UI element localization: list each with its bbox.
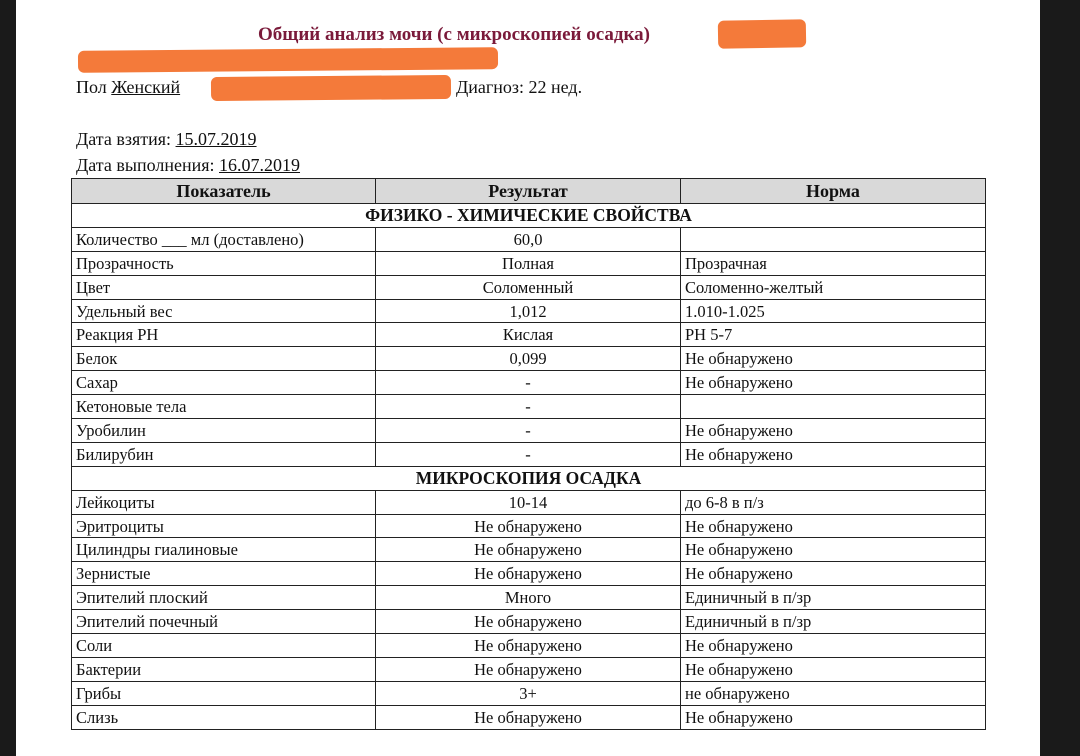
header-result: Результат xyxy=(376,179,681,204)
norm-cell: PH 5-7 xyxy=(681,323,986,347)
result-cell: Полная xyxy=(376,251,681,275)
indicator-cell: Цилиндры гиалиновые xyxy=(72,538,376,562)
results-table xyxy=(71,178,986,730)
section-row-microscopy xyxy=(72,466,986,490)
result-cell: Не обнаружено xyxy=(376,538,681,562)
table-row xyxy=(72,514,986,538)
result-cell: 10-14 xyxy=(376,490,681,514)
date-done xyxy=(76,155,300,176)
diagnosis-label: Диагноз: xyxy=(456,77,525,97)
norm-cell xyxy=(681,227,986,251)
indicator-cell: Билирубин xyxy=(72,442,376,466)
indicator-cell: Кетоновые тела xyxy=(72,395,376,419)
date-taken xyxy=(76,129,257,150)
table-row xyxy=(72,347,986,371)
document-page xyxy=(16,0,1040,756)
result-cell: 3+ xyxy=(376,681,681,705)
result-cell: 60,0 xyxy=(376,227,681,251)
table-row xyxy=(72,442,986,466)
norm-cell: Не обнаружено xyxy=(681,562,986,586)
section-title: ФИЗИКО - ХИМИЧЕСКИЕ СВОЙСТВА xyxy=(72,204,986,228)
header-norm: Норма xyxy=(681,179,986,204)
result-cell: - xyxy=(376,395,681,419)
result-cell: Не обнаружено xyxy=(376,610,681,634)
patient-sex xyxy=(76,77,180,98)
indicator-cell: Уробилин xyxy=(72,419,376,443)
table-row xyxy=(72,634,986,658)
sex-label: Пол xyxy=(76,77,107,97)
indicator-cell: Белок xyxy=(72,347,376,371)
indicator-cell: Слизь xyxy=(72,705,376,729)
table-row xyxy=(72,323,986,347)
indicator-cell: Прозрачность xyxy=(72,251,376,275)
result-cell: Не обнаружено xyxy=(376,657,681,681)
norm-cell: Не обнаружено xyxy=(681,514,986,538)
norm-cell: Не обнаружено xyxy=(681,705,986,729)
result-cell: Не обнаружено xyxy=(376,562,681,586)
norm-cell: Единичный в п/зр xyxy=(681,586,986,610)
section-title: МИКРОСКОПИЯ ОСАДКА xyxy=(72,466,986,490)
table-row xyxy=(72,681,986,705)
patient-diagnosis xyxy=(456,77,582,98)
norm-cell: Не обнаружено xyxy=(681,347,986,371)
table-row xyxy=(72,538,986,562)
table-row xyxy=(72,227,986,251)
indicator-cell: Реакция PH xyxy=(72,323,376,347)
norm-cell: Не обнаружено xyxy=(681,419,986,443)
indicator-cell: Сахар xyxy=(72,371,376,395)
indicator-cell: Бактерии xyxy=(72,657,376,681)
indicator-cell: Эпителий почечный xyxy=(72,610,376,634)
result-cell: - xyxy=(376,419,681,443)
indicator-cell: Грибы xyxy=(72,681,376,705)
result-cell: Не обнаружено xyxy=(376,705,681,729)
diagnosis-value: 22 нед. xyxy=(528,77,583,97)
result-cell: 1,012 xyxy=(376,299,681,323)
section-row-physchem xyxy=(72,204,986,228)
result-cell: Много xyxy=(376,586,681,610)
result-cell: - xyxy=(376,442,681,466)
indicator-cell: Эпителий плоский xyxy=(72,586,376,610)
table-row xyxy=(72,395,986,419)
table-header-row xyxy=(72,179,986,204)
norm-cell: не обнаружено xyxy=(681,681,986,705)
redaction-mark xyxy=(718,19,806,49)
photo-dark-border-right xyxy=(1040,0,1080,756)
sex-value: Женский xyxy=(111,77,181,97)
result-cell: Не обнаружено xyxy=(376,634,681,658)
norm-cell: Не обнаружено xyxy=(681,442,986,466)
table-row xyxy=(72,275,986,299)
norm-cell: Не обнаружено xyxy=(681,371,986,395)
table-row xyxy=(72,490,986,514)
indicator-cell: Цвет xyxy=(72,275,376,299)
date-done-value: 16.07.2019 xyxy=(219,155,301,175)
indicator-cell: Лейкоциты xyxy=(72,490,376,514)
norm-cell xyxy=(681,395,986,419)
document-title: Общий анализ мочи (с микроскопией осадка) xyxy=(258,24,651,45)
norm-cell: 1.010-1.025 xyxy=(681,299,986,323)
result-cell: Соломенный xyxy=(376,275,681,299)
result-cell: 0,099 xyxy=(376,347,681,371)
table-row xyxy=(72,371,986,395)
table-row xyxy=(72,586,986,610)
table-row xyxy=(72,657,986,681)
table-row xyxy=(72,299,986,323)
indicator-cell: Эритроциты xyxy=(72,514,376,538)
indicator-cell: Зернистые xyxy=(72,562,376,586)
redaction-mark xyxy=(211,75,451,101)
table-row xyxy=(72,251,986,275)
norm-cell: Не обнаружено xyxy=(681,634,986,658)
indicator-cell: Количество ___ мл (доставлено) xyxy=(72,227,376,251)
redaction-mark xyxy=(78,47,498,73)
result-cell: - xyxy=(376,371,681,395)
date-taken-label: Дата взятия: xyxy=(76,129,172,149)
date-done-label: Дата выполнения: xyxy=(76,155,215,175)
date-taken-value: 15.07.2019 xyxy=(175,129,257,149)
indicator-cell: Удельный вес xyxy=(72,299,376,323)
table-row xyxy=(72,562,986,586)
norm-cell: до 6-8 в п/з xyxy=(681,490,986,514)
norm-cell: Соломенно-желтый xyxy=(681,275,986,299)
indicator-cell: Соли xyxy=(72,634,376,658)
norm-cell: Прозрачная xyxy=(681,251,986,275)
norm-cell: Единичный в п/зр xyxy=(681,610,986,634)
table-row xyxy=(72,610,986,634)
header-indicator: Показатель xyxy=(72,179,376,204)
table-row xyxy=(72,419,986,443)
norm-cell: Не обнаружено xyxy=(681,538,986,562)
photo-dark-border-left xyxy=(0,0,16,756)
result-cell: Кислая xyxy=(376,323,681,347)
table-row xyxy=(72,705,986,729)
result-cell: Не обнаружено xyxy=(376,514,681,538)
norm-cell: Не обнаружено xyxy=(681,657,986,681)
